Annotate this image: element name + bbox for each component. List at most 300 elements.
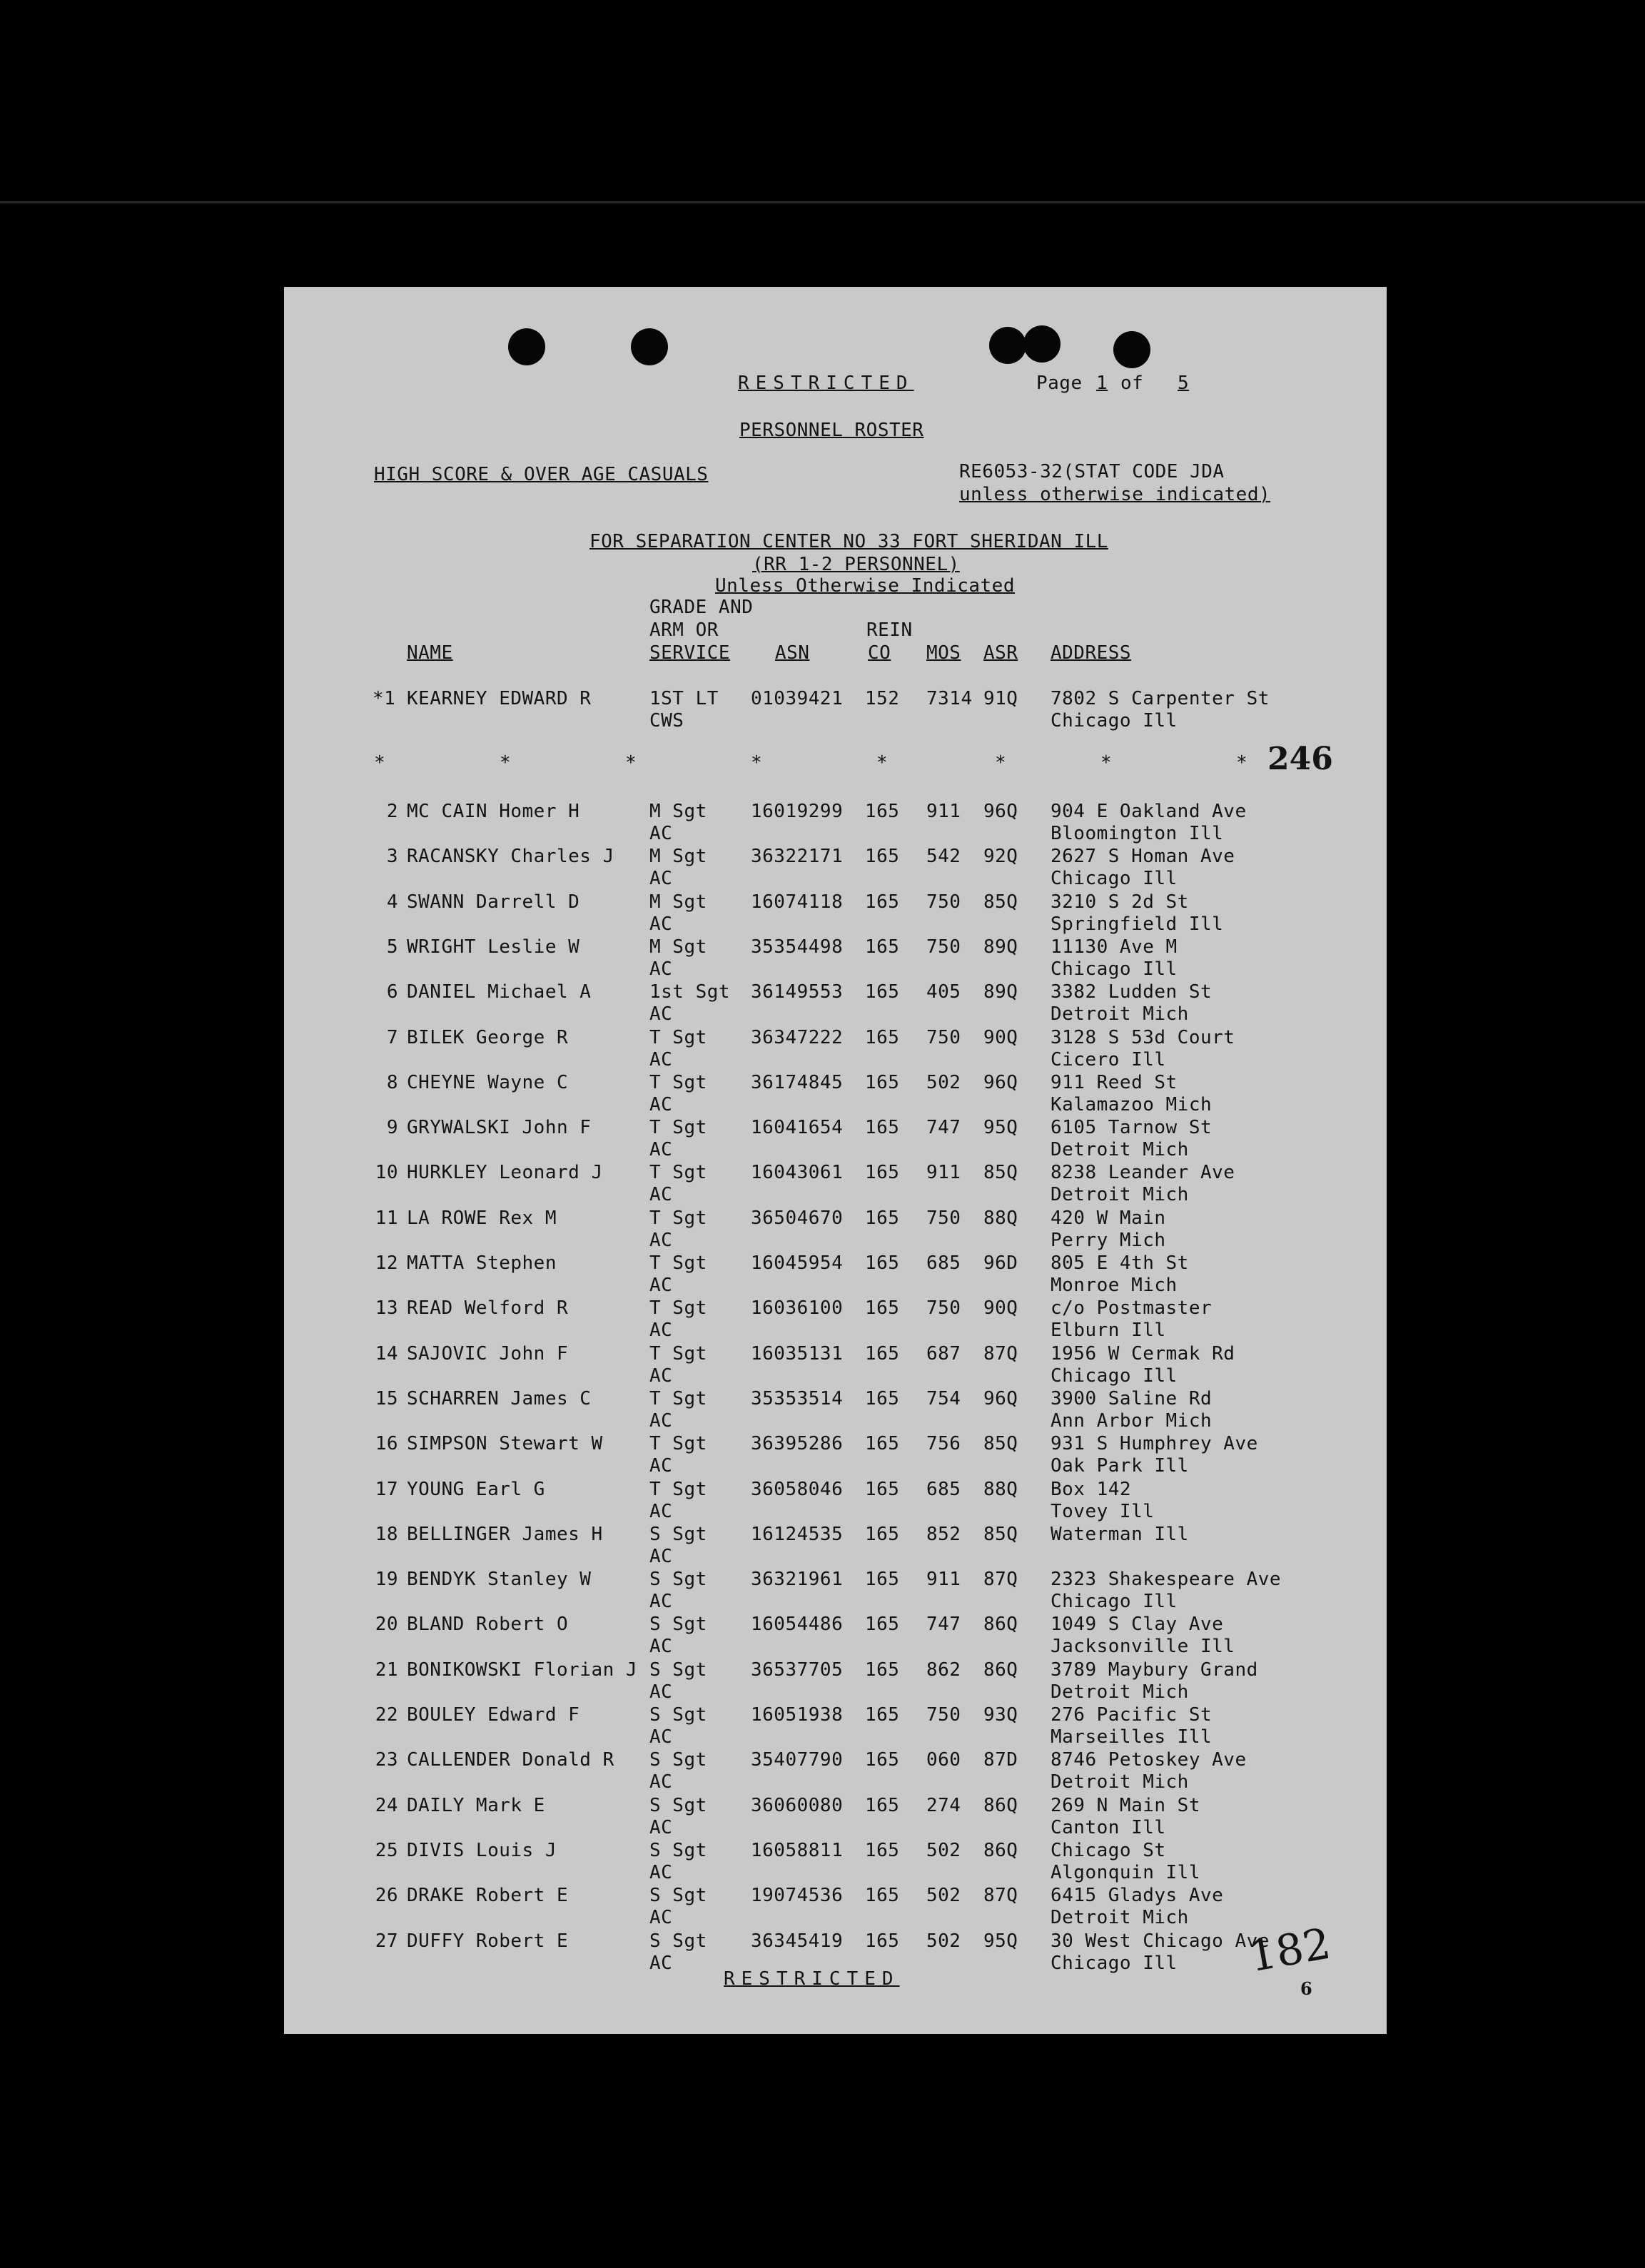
page-total: 5 (1178, 373, 1190, 394)
entry-address-line-1: 2627 S Homan Ave (1051, 846, 1235, 867)
entry-asn: 16045954 (751, 1252, 844, 1274)
entry-address-line-1: 6105 Tarnow St (1051, 1117, 1213, 1138)
entry-co: 165 (865, 1388, 900, 1409)
entry-address-line-2: Jacksonville Ill (1051, 1636, 1235, 1657)
entry-co: 165 (865, 1840, 900, 1861)
col-rein-2: CO (868, 642, 891, 664)
entry-co: 165 (865, 1343, 900, 1365)
entry-arm: AC (649, 958, 673, 980)
destination-line-2: (RR 1-2 PERSONNEL) (752, 554, 960, 575)
entry-arm: AC (649, 823, 673, 844)
col-mos: MOS (926, 642, 961, 664)
entry-address-line-2: Chicago Ill (1051, 958, 1178, 980)
entry-mos: 687 (926, 1343, 961, 1365)
col-grade-2: ARM OR (649, 619, 719, 641)
roster-row (284, 1072, 1387, 1116)
roster-row (284, 1343, 1387, 1387)
entry-grade: T Sgt (649, 1343, 707, 1365)
entry-mos: 502 (926, 1072, 961, 1093)
entry-co: 165 (865, 891, 900, 913)
entry-number: *1 (373, 688, 396, 709)
entry-address-line-2: Monroe Mich (1051, 1275, 1178, 1296)
roster-row (284, 1162, 1387, 1206)
entry-arm: AC (649, 1003, 673, 1025)
entry-address-line-1: 8238 Leander Ave (1051, 1162, 1235, 1183)
entry-grade: S Sgt (649, 1614, 707, 1635)
entry-address-line-1: c/o Postmaster (1051, 1297, 1213, 1319)
entry-arm: AC (649, 913, 673, 935)
classification-top: RESTRICTED (738, 373, 914, 394)
entry-number: 12 (375, 1252, 398, 1274)
roster-row (284, 846, 1387, 890)
entry-co: 165 (865, 1704, 900, 1726)
entry-grade: S Sgt (649, 1930, 707, 1952)
entry-number: 10 (375, 1162, 398, 1183)
entry-name: SAJOVIC John F (407, 1343, 569, 1365)
punch-hole (631, 328, 668, 365)
entry-asr: 93Q (983, 1704, 1018, 1726)
entry-asn: 16051938 (751, 1704, 844, 1726)
separator-star: * (625, 752, 637, 774)
entry-asr: 96D (983, 1252, 1018, 1274)
entry-asr: 96Q (983, 1388, 1018, 1409)
entry-number: 3 (386, 846, 398, 867)
entry-asn: 36322171 (751, 846, 844, 867)
entry-address-line-1: 1956 W Cermak Rd (1051, 1343, 1235, 1365)
entry-name: DIVIS Louis J (407, 1840, 557, 1861)
entry-grade: 1ST LT (649, 688, 719, 709)
entry-address-line-2: Detroit Mich (1051, 1681, 1189, 1703)
entry-mos: 911 (926, 801, 961, 822)
entry-number: 17 (375, 1479, 398, 1500)
entry-asr: 85Q (983, 1524, 1018, 1545)
roster-row (284, 1795, 1387, 1839)
entry-name: MATTA Stephen (407, 1252, 557, 1274)
entry-number: 24 (375, 1795, 398, 1816)
entry-asr: 87Q (983, 1569, 1018, 1590)
entry-arm: CWS (649, 710, 684, 731)
entry-asn: 16019299 (751, 801, 844, 822)
entry-name: YOUNG Earl G (407, 1479, 545, 1500)
entry-arm: AC (649, 1230, 673, 1251)
entry-address-line-1: 3210 S 2d St (1051, 891, 1189, 913)
entry-asn: 16058811 (751, 1840, 844, 1861)
entry-mos: 750 (926, 1297, 961, 1319)
entry-asr: 89Q (983, 936, 1018, 958)
entry-address-line-1: Chicago St (1051, 1840, 1166, 1861)
entry-arm: AC (649, 1184, 673, 1205)
entry-mos: 502 (926, 1885, 961, 1906)
entry-asn: 36321961 (751, 1569, 844, 1590)
entry-number: 14 (375, 1343, 398, 1365)
entry-address-line-1: 276 Pacific St (1051, 1704, 1213, 1726)
entry-asn: 16036100 (751, 1297, 844, 1319)
entry-address-line-1: 6415 Gladys Ave (1051, 1885, 1224, 1906)
entry-arm: AC (649, 1862, 673, 1883)
entry-arm: AC (649, 1681, 673, 1703)
entry-grade: T Sgt (649, 1162, 707, 1183)
first-entry-row (284, 688, 1387, 732)
entry-name: READ Welford R (407, 1297, 569, 1319)
entry-grade: T Sgt (649, 1027, 707, 1048)
entry-address-line-1: Box 142 (1051, 1479, 1132, 1500)
entry-grade: S Sgt (649, 1885, 707, 1906)
entry-arm: AC (649, 1139, 673, 1160)
entry-co: 165 (865, 1614, 900, 1635)
entry-co: 165 (865, 1252, 900, 1274)
entry-grade: M Sgt (649, 801, 707, 822)
entry-number: 15 (375, 1388, 398, 1409)
entry-name: DAILY Mark E (407, 1795, 545, 1816)
entry-name: DRAKE Robert E (407, 1885, 569, 1906)
entry-asr: 87Q (983, 1885, 1018, 1906)
entry-asr: 92Q (983, 846, 1018, 867)
separator-star: * (876, 752, 888, 774)
entry-arm: AC (649, 868, 673, 889)
entry-grade: S Sgt (649, 1795, 707, 1816)
entry-co: 165 (865, 1208, 900, 1229)
entry-number: 26 (375, 1885, 398, 1906)
entry-number: 2 (386, 801, 398, 822)
handwritten-number-182: 182 (1245, 1918, 1335, 1983)
entry-co: 165 (865, 981, 900, 1003)
entry-co: 165 (865, 1885, 900, 1906)
entry-number: 4 (386, 891, 398, 913)
entry-address-line-2: Elburn Ill (1051, 1320, 1166, 1341)
entry-mos: 502 (926, 1840, 961, 1861)
entry-asr: 89Q (983, 981, 1018, 1003)
entry-address-line-1: 931 S Humphrey Ave (1051, 1433, 1258, 1454)
roster-title: PERSONNEL ROSTER (739, 420, 924, 441)
entry-asr: 90Q (983, 1027, 1018, 1048)
entry-name: DANIEL Michael A (407, 981, 592, 1003)
entry-asr: 85Q (983, 891, 1018, 913)
entry-asn: 16035131 (751, 1343, 844, 1365)
entry-address-line-2: Kalamazoo Mich (1051, 1094, 1213, 1115)
entry-arm: AC (649, 1501, 673, 1522)
entry-co: 165 (865, 1569, 900, 1590)
roster-page (284, 287, 1387, 2034)
punch-hole (1113, 331, 1150, 368)
col-rein-1: REIN (866, 619, 913, 641)
entry-asn: 36395286 (751, 1433, 844, 1454)
entry-mos: 750 (926, 1704, 961, 1726)
roster-row (284, 1117, 1387, 1161)
entry-number: 19 (375, 1569, 398, 1590)
entry-co: 165 (865, 1795, 900, 1816)
col-asn: ASN (775, 642, 810, 664)
entry-asr: 86Q (983, 1659, 1018, 1681)
entry-arm: AC (649, 1049, 673, 1070)
entry-address-line-1: 911 Reed St (1051, 1072, 1178, 1093)
entry-address-line-2: Ann Arbor Mich (1051, 1410, 1213, 1432)
roster-row (284, 1027, 1387, 1071)
entry-mos: 750 (926, 936, 961, 958)
entry-name: HURKLEY Leonard J (407, 1162, 603, 1183)
reference-line-2: unless otherwise indicated) (959, 484, 1271, 505)
entry-mos: 862 (926, 1659, 961, 1681)
entry-asn: 16043061 (751, 1162, 844, 1183)
classification-bottom: RESTRICTED (724, 1968, 900, 1990)
entry-asr: 90Q (983, 1297, 1018, 1319)
entry-asr: 87Q (983, 1343, 1018, 1365)
entry-number: 21 (375, 1659, 398, 1681)
entry-arm: AC (649, 1817, 673, 1838)
entry-mos: 911 (926, 1162, 961, 1183)
entry-address-line-1: Waterman Ill (1051, 1524, 1189, 1545)
entry-grade: T Sgt (649, 1479, 707, 1500)
entry-co: 165 (865, 1162, 900, 1183)
entry-asr: 95Q (983, 1117, 1018, 1138)
entry-address-line-2: Algonquin Ill (1051, 1862, 1200, 1883)
entry-name: KEARNEY EDWARD R (407, 688, 592, 709)
entry-address-line-2: Canton Ill (1051, 1817, 1166, 1838)
entry-address-line-1: 8746 Petoskey Ave (1051, 1749, 1247, 1771)
roster-row (284, 801, 1387, 845)
entry-grade: S Sgt (649, 1749, 707, 1771)
entry-number: 11 (375, 1208, 398, 1229)
entry-asn: 36060080 (751, 1795, 844, 1816)
entry-number: 16 (375, 1433, 398, 1454)
entry-mos: 747 (926, 1614, 961, 1635)
entry-asn: 35354498 (751, 936, 844, 958)
entry-grade: T Sgt (649, 1252, 707, 1274)
entry-co: 165 (865, 1072, 900, 1093)
col-asr: ASR (983, 642, 1018, 664)
col-name: NAME (407, 642, 453, 664)
entry-name: SIMPSON Stewart W (407, 1433, 603, 1454)
entry-asn: 36149553 (751, 981, 844, 1003)
entry-number: 25 (375, 1840, 398, 1861)
separator-star: * (1100, 752, 1112, 774)
entry-arm: AC (649, 1771, 673, 1793)
roster-row (284, 1524, 1387, 1568)
roster-row (284, 1885, 1387, 1929)
entry-co: 165 (865, 1433, 900, 1454)
entry-co: 165 (865, 1930, 900, 1952)
entry-grade: 1st Sgt (649, 981, 731, 1003)
entry-mos: 405 (926, 981, 961, 1003)
col-address: ADDRESS (1051, 642, 1132, 664)
entry-number: 6 (386, 981, 398, 1003)
entry-co: 165 (865, 801, 900, 822)
entry-mos: 750 (926, 891, 961, 913)
separator-star: * (374, 752, 385, 774)
entry-address-line-2: Detroit Mich (1051, 1003, 1189, 1025)
entry-number: 7 (386, 1027, 398, 1048)
roster-row (284, 1749, 1387, 1793)
entry-co: 165 (865, 1027, 900, 1048)
roster-row (284, 981, 1387, 1026)
entry-name: BELLINGER James H (407, 1524, 603, 1545)
entry-asn: 19074536 (751, 1885, 844, 1906)
entry-asn: 36058046 (751, 1479, 844, 1500)
reference-line-1: RE6053-32(STAT CODE JDA (959, 461, 1225, 482)
entry-grade: M Sgt (649, 846, 707, 867)
roster-row (284, 1569, 1387, 1613)
entry-grade: T Sgt (649, 1117, 707, 1138)
entry-address-line-2: Perry Mich (1051, 1230, 1166, 1251)
entry-asr: 86Q (983, 1614, 1018, 1635)
roster-row (284, 1614, 1387, 1658)
entry-name: BOULEY Edward F (407, 1704, 580, 1726)
entry-address-line-2: Detroit Mich (1051, 1184, 1189, 1205)
entry-arm: AC (649, 1455, 673, 1477)
page-label: Page (1036, 373, 1083, 394)
entry-grade: T Sgt (649, 1208, 707, 1229)
entry-arm: AC (649, 1907, 673, 1928)
entry-grade: T Sgt (649, 1072, 707, 1093)
entry-arm: AC (649, 1546, 673, 1567)
entry-mos: 754 (926, 1388, 961, 1409)
entry-grade: S Sgt (649, 1659, 707, 1681)
entry-arm: AC (649, 1275, 673, 1296)
roster-row (284, 1252, 1387, 1297)
entry-address-line-1: 2323 Shakespeare Ave (1051, 1569, 1282, 1590)
entry-address-line-2: Tovey Ill (1051, 1501, 1155, 1522)
col-grade-3: SERVICE (649, 642, 731, 664)
roster-row (284, 1208, 1387, 1252)
entry-arm: AC (649, 1320, 673, 1341)
entry-asr: 95Q (983, 1930, 1018, 1952)
entry-address-line-1: 904 E Oakland Ave (1051, 801, 1247, 822)
entry-asr: 86Q (983, 1795, 1018, 1816)
entry-name: SWANN Darrell D (407, 891, 580, 913)
entry-asr: 85Q (983, 1162, 1018, 1183)
entry-mos: 685 (926, 1252, 961, 1274)
destination-line-1: FOR SEPARATION CENTER NO 33 FORT SHERIDAN ILL (589, 531, 1108, 552)
entry-co: 165 (865, 846, 900, 867)
page-number: 1 (1096, 373, 1108, 394)
entry-address-line-2: Chicago Ill (1051, 1953, 1178, 1974)
entry-asr: 96Q (983, 801, 1018, 822)
entry-name: SCHARREN James C (407, 1388, 592, 1409)
entry-asn: 16041654 (751, 1117, 844, 1138)
entry-mos: 274 (926, 1795, 961, 1816)
entry-mos: 756 (926, 1433, 961, 1454)
entry-number: 27 (375, 1930, 398, 1952)
entry-asr: 96Q (983, 1072, 1018, 1093)
destination-line-3: Unless Otherwise Indicated (715, 575, 1015, 597)
punch-hole (989, 327, 1026, 364)
entry-asr: 86Q (983, 1840, 1018, 1861)
roster-row (284, 1388, 1387, 1432)
entry-mos: 852 (926, 1524, 961, 1545)
roster-row (284, 936, 1387, 981)
entry-co: 165 (865, 1479, 900, 1500)
scan-edge-line (0, 201, 1645, 203)
entry-name: LA ROWE Rex M (407, 1208, 557, 1229)
entry-address-line-1: 30 West Chicago Ave (1051, 1930, 1270, 1952)
separator-star: * (995, 752, 1006, 774)
entry-arm: AC (649, 1365, 673, 1387)
entry-mos: 747 (926, 1117, 961, 1138)
entry-asr: 85Q (983, 1433, 1018, 1454)
entry-asr: 91Q (983, 688, 1018, 709)
entry-asn: 36345419 (751, 1930, 844, 1952)
entry-grade: M Sgt (649, 936, 707, 958)
entry-address-line-2: Cicero Ill (1051, 1049, 1166, 1070)
entry-name: GRYWALSKI John F (407, 1117, 592, 1138)
roster-group: HIGH SCORE & OVER AGE CASUALS (374, 464, 709, 485)
entry-name: BILEK George R (407, 1027, 569, 1048)
entry-arm: AC (649, 1636, 673, 1657)
entry-grade: T Sgt (649, 1433, 707, 1454)
entry-asn: 35407790 (751, 1749, 844, 1771)
separator-star: * (500, 752, 511, 774)
entry-address-line-2: Detroit Mich (1051, 1907, 1189, 1928)
entry-asn: 36504670 (751, 1208, 844, 1229)
entry-name: BLAND Robert O (407, 1614, 569, 1635)
entry-mos: 750 (926, 1208, 961, 1229)
punch-hole (1023, 325, 1061, 363)
punch-hole (508, 328, 545, 365)
entry-name: BONIKOWSKI Florian J (407, 1659, 638, 1681)
entry-grade: S Sgt (649, 1524, 707, 1545)
entry-asr: 87D (983, 1749, 1018, 1771)
entry-number: 22 (375, 1704, 398, 1726)
entry-asn: 16124535 (751, 1524, 844, 1545)
entry-asr: 88Q (983, 1479, 1018, 1500)
entry-grade: M Sgt (649, 891, 707, 913)
roster-row (284, 1659, 1387, 1703)
entry-asn: 35353514 (751, 1388, 844, 1409)
entry-mos: 502 (926, 1930, 961, 1952)
entry-mos: 750 (926, 1027, 961, 1048)
roster-row (284, 1297, 1387, 1342)
entry-number: 20 (375, 1614, 398, 1635)
entry-co: 165 (865, 1524, 900, 1545)
entry-asn: 16074118 (751, 891, 844, 913)
entry-arm: AC (649, 1410, 673, 1432)
entry-mos: 542 (926, 846, 961, 867)
entry-grade: T Sgt (649, 1388, 707, 1409)
roster-row (284, 1479, 1387, 1523)
entry-co: 165 (865, 1297, 900, 1319)
entry-arm: AC (649, 1726, 673, 1748)
entry-mos: 060 (926, 1749, 961, 1771)
entry-address-line-2: Oak Park Ill (1051, 1455, 1189, 1477)
entry-address-line-2: Detroit Mich (1051, 1771, 1189, 1793)
entry-name: DUFFY Robert E (407, 1930, 569, 1952)
entry-address-line-2: Chicago Ill (1051, 1365, 1178, 1387)
entry-grade: S Sgt (649, 1840, 707, 1861)
handwritten-mark-6: 6 (1300, 1978, 1312, 1999)
entry-mos: 7314 (926, 688, 973, 709)
entry-address-line-1: 3382 Ludden St (1051, 981, 1213, 1003)
roster-row (284, 1840, 1387, 1884)
entry-address-line-1: 420 W Main (1051, 1208, 1166, 1229)
entry-number: 5 (386, 936, 398, 958)
entry-co: 165 (865, 1659, 900, 1681)
entry-address-line-1: 1049 S Clay Ave (1051, 1614, 1224, 1635)
entry-number: 8 (386, 1072, 398, 1093)
entry-number: 23 (375, 1749, 398, 1771)
entry-address-line-2: Bloomington Ill (1051, 823, 1224, 844)
entry-address-line-1: 7802 S Carpenter St (1051, 688, 1270, 709)
entry-grade: S Sgt (649, 1569, 707, 1590)
entry-address-line-1: 269 N Main St (1051, 1795, 1200, 1816)
col-grade-1: GRADE AND (649, 597, 754, 618)
page-of: of (1120, 373, 1144, 394)
entry-co: 165 (865, 1749, 900, 1771)
entry-grade: S Sgt (649, 1704, 707, 1726)
separator-star: * (751, 752, 762, 774)
entry-co: 152 (865, 688, 900, 709)
entry-address-line-2: Marseilles Ill (1051, 1726, 1213, 1748)
entry-mos: 911 (926, 1569, 961, 1590)
entry-address-line-1: 3128 S 53d Court (1051, 1027, 1235, 1048)
